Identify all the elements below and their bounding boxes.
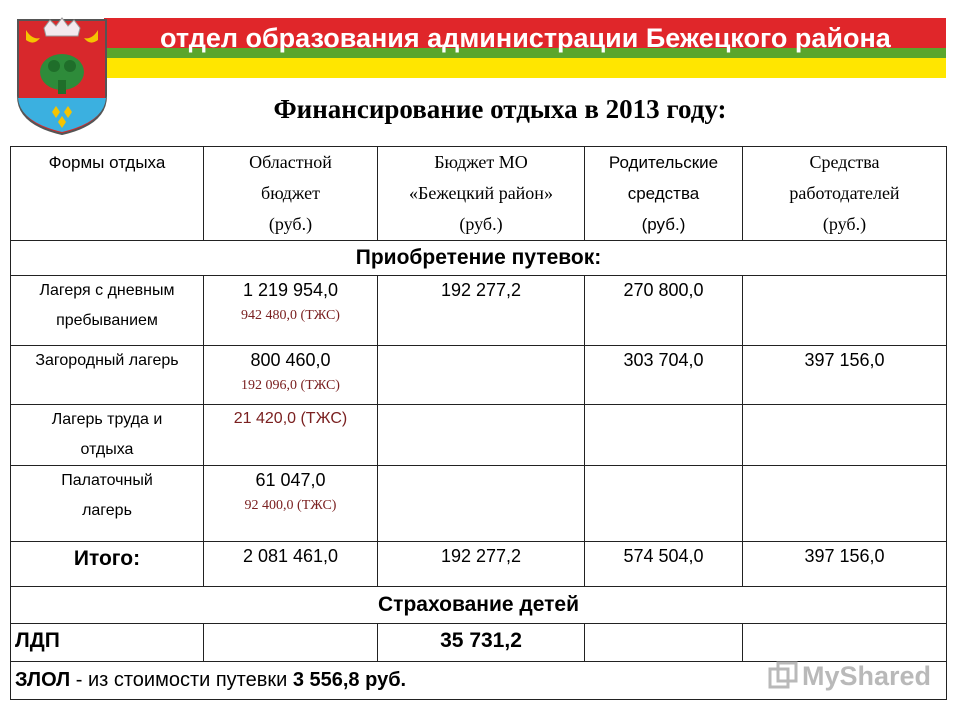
financing-table [10,146,947,700]
col-header-forms: Формы отдыха [11,147,204,241]
row-label: Лагерь труда и отдыха [11,405,204,466]
total-parents: 574 504,0 [585,542,743,587]
cell-parents: 270 800,0 [585,276,743,346]
ldp-mo: 35 731,2 [378,624,585,662]
cell-employers [743,405,947,466]
cell-regional: 1 219 954,0 942 480,0 (ТЖС) [204,276,378,346]
cell-employers [743,276,947,346]
cell-parents [585,466,743,542]
total-employers: 397 156,0 [743,542,947,587]
total-regional: 2 081 461,0 [204,542,378,587]
header-banner-yellow [104,58,946,78]
table-row [11,346,947,405]
cell-mo [378,405,585,466]
section-title-vouchers: Приобретение путевок: [11,241,947,276]
table-row [11,405,947,466]
total-label: Итого: [11,542,204,587]
total-row [11,542,947,587]
cell-parents [585,405,743,466]
cell-regional: 800 460,0 192 096,0 (ТЖС) [204,346,378,405]
cell-employers [743,466,947,542]
cell-parents: 303 704,0 [585,346,743,405]
cell-mo [378,346,585,405]
col-header-parents: Родительские средства (руб.) [585,147,743,241]
coat-of-arms-icon [14,16,110,136]
row-label: Лагеря с дневным пребыванием [11,276,204,346]
zlol-dash: - [70,669,88,691]
zlol-text: из стоимости путевки [87,669,293,691]
row-label: Загородный лагерь [11,346,204,405]
total-mo: 192 277,2 [378,542,585,587]
cell-mo [378,466,585,542]
section-row [11,587,947,624]
ldp-label: ЛДП [11,624,204,662]
table-header-row [11,147,947,241]
row-label: Палаточный лагерь [11,466,204,542]
watermark-text: MyShared [802,660,932,691]
cell-parents [585,624,743,662]
cell-mo: 192 277,2 [378,276,585,346]
cell-regional: 61 047,0 92 400,0 (ТЖС) [204,466,378,542]
header-banner-text: отдел образования администрации Бежецкого района [160,23,891,53]
page-title: Финансирование отдыха в 2013 году: [273,94,727,124]
cell-regional [204,624,378,662]
zlol-amount: 3 556,8 руб. [292,669,407,691]
col-header-employers: Средства работодателей (руб.) [743,147,947,241]
table-row [11,276,947,346]
section-row [11,241,947,276]
zlol-label: ЗЛОЛ [15,669,71,691]
myshared-logo-icon [768,661,798,691]
col-header-regional: Областной бюджет (руб.) [204,147,378,241]
watermark [768,656,931,696]
section-title-insurance: Страхование детей [11,587,947,624]
table-row [11,466,947,542]
col-header-mo: Бюджет МО «Бежецкий район» (руб.) [378,147,585,241]
cell-regional: 21 420,0 (ТЖС) [204,405,378,466]
cell-employers: 397 156,0 [743,346,947,405]
